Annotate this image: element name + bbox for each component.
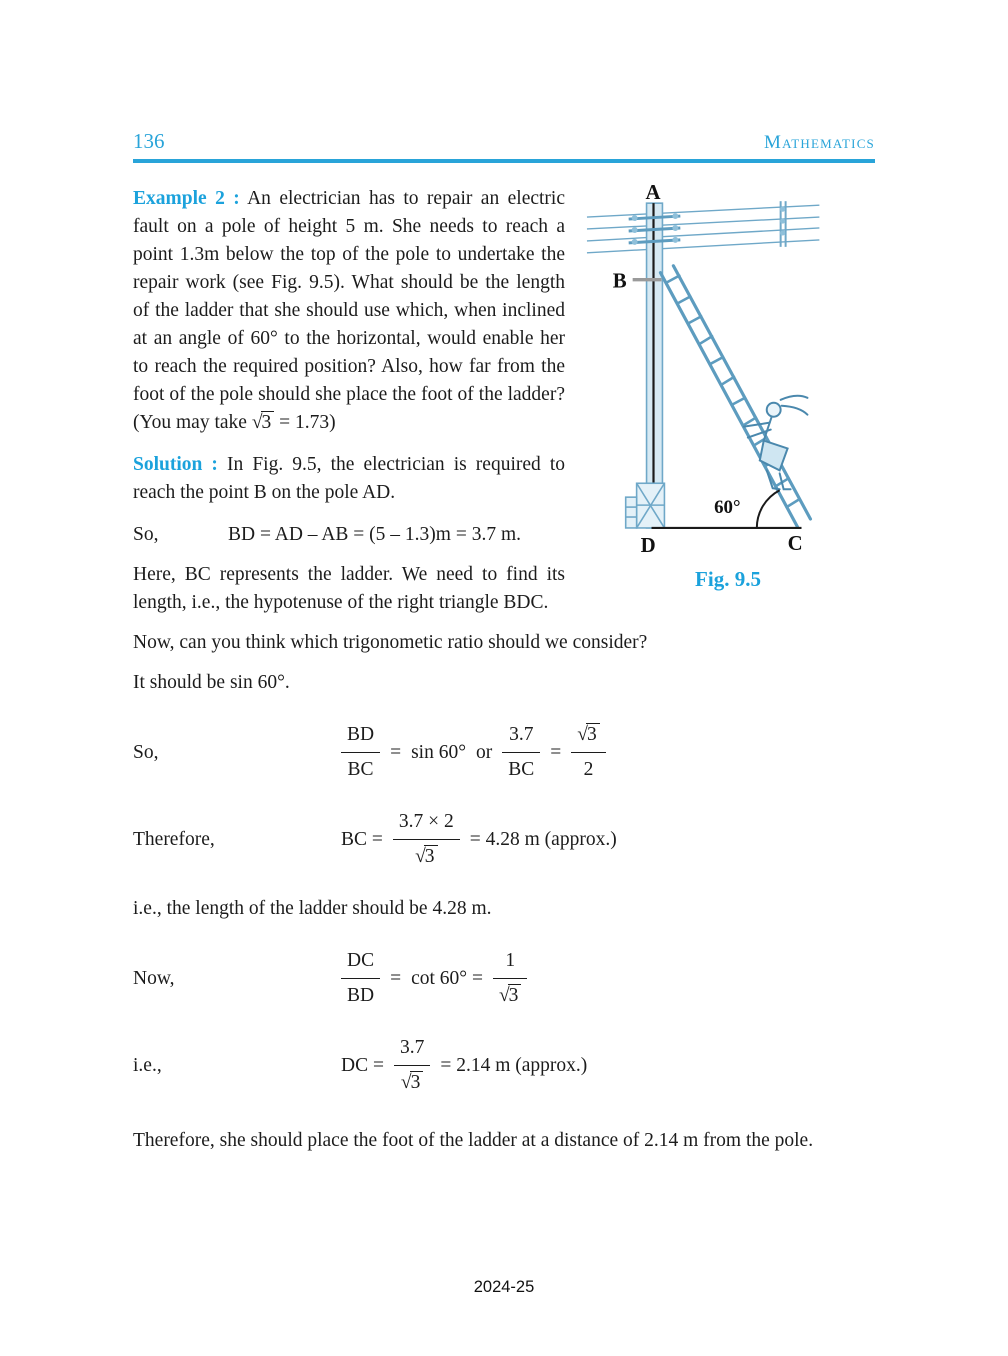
so-label: So, — [133, 524, 159, 545]
frac-sqrt3-2: $\frac{√3}{2}$ — [571, 721, 605, 784]
formula2-label: Therefore, — [133, 828, 215, 850]
session-footer: 2024-25 — [473, 1278, 535, 1296]
sqrt-3-inline: √3 — [252, 412, 274, 433]
cot60-term: cot 60° = — [411, 967, 483, 989]
formula-bc-result — [133, 808, 875, 871]
example-text-after: = 1.73) — [274, 412, 336, 433]
page-number: 136 — [133, 129, 165, 153]
now-question: Now, can you think which trigonometic ratio should we consider? — [133, 632, 648, 653]
frac-37x2-sqrt3: $\frac{3.7 \times 2}{√3}$ — [393, 808, 460, 871]
pole-ladder-illustration — [581, 179, 875, 569]
formula-dc-result — [133, 1034, 875, 1097]
label-c: C — [787, 530, 803, 555]
frac-bd-bc: $\frac{BD}{BC}$ — [341, 721, 380, 784]
equals-sign: = — [390, 741, 402, 763]
example-label: Example 2 : — [133, 188, 240, 209]
or-word: or — [476, 741, 493, 763]
formula-sin60 — [133, 721, 875, 784]
conclusion-paragraph: Therefore, she should place the foot of the ladder at a distance of 2.14 m from the pole. — [133, 1130, 814, 1151]
frac-dc-bd: $\frac{DC}{BD}$ — [341, 947, 380, 1010]
frac-37-sqrt3: $\frac{3.7}{√3}$ — [394, 1034, 430, 1097]
example-text-before: An electrician has to repair an electric fault on a pole of height 5 m. She needs to reach a point 1.3m below the top of the pole to undertake the repair work (see Fig. 9.5). What should be the length of the ladder that she should use which, when inclined at an angle of 60° to the horizontal, would enable her to reach the required position? Also, how far from the foot of the pole should she place the foot of the ladder? (You may take — [133, 188, 565, 433]
label-d: D — [640, 532, 656, 557]
pole-base — [626, 483, 665, 528]
subject-title: Mathematics — [764, 132, 875, 153]
figure-9-5 — [581, 179, 875, 593]
dc-value: = 2.14 m (approx.) — [440, 1054, 588, 1076]
equals-sign: = — [550, 741, 562, 763]
dc-equals: DC = — [341, 1054, 384, 1076]
here-paragraph: Here, BC represents the ladder. We need to find its length, i.e., the hypotenuse of the right triangle BDC. — [133, 564, 565, 613]
label-angle: 60° — [714, 497, 741, 519]
formula-cot60 — [133, 947, 875, 1010]
equals-sign: = — [390, 967, 402, 989]
pole — [626, 203, 681, 528]
bc-equals: BC = — [341, 828, 383, 850]
ladder-length-statement: i.e., the length of the ladder should be 4.28 m. — [133, 898, 492, 919]
formula1-label: So, — [133, 741, 159, 763]
far-pole — [780, 201, 786, 247]
page-header — [133, 129, 875, 163]
label-a: A — [645, 180, 661, 205]
figure-caption: Fig. 9.5 — [695, 567, 761, 591]
solution-text: In Fig. 9.5, the electrician is required to reach the point B on the pole AD. — [133, 454, 566, 503]
solution-label: Solution : — [133, 454, 218, 475]
sin-statement: It should be sin 60°. — [133, 672, 290, 693]
frac-37-bc: $\frac{3.7}{BC}$ — [502, 721, 540, 784]
power-lines — [587, 205, 819, 253]
formula3-label: Now, — [133, 967, 175, 989]
formula4-label: i.e., — [133, 1054, 162, 1076]
frac-1-sqrt3: $\frac{1}{√3}$ — [493, 947, 527, 1010]
angle-arc — [757, 490, 780, 528]
bd-equation: BD = AD – AB = (5 – 1.3)m = 3.7 m. — [228, 524, 522, 545]
bc-value: = 4.28 m (approx.) — [469, 828, 617, 850]
label-b: B — [612, 268, 627, 293]
sin60-term: sin 60° — [411, 741, 467, 763]
page-body — [133, 180, 875, 1155]
